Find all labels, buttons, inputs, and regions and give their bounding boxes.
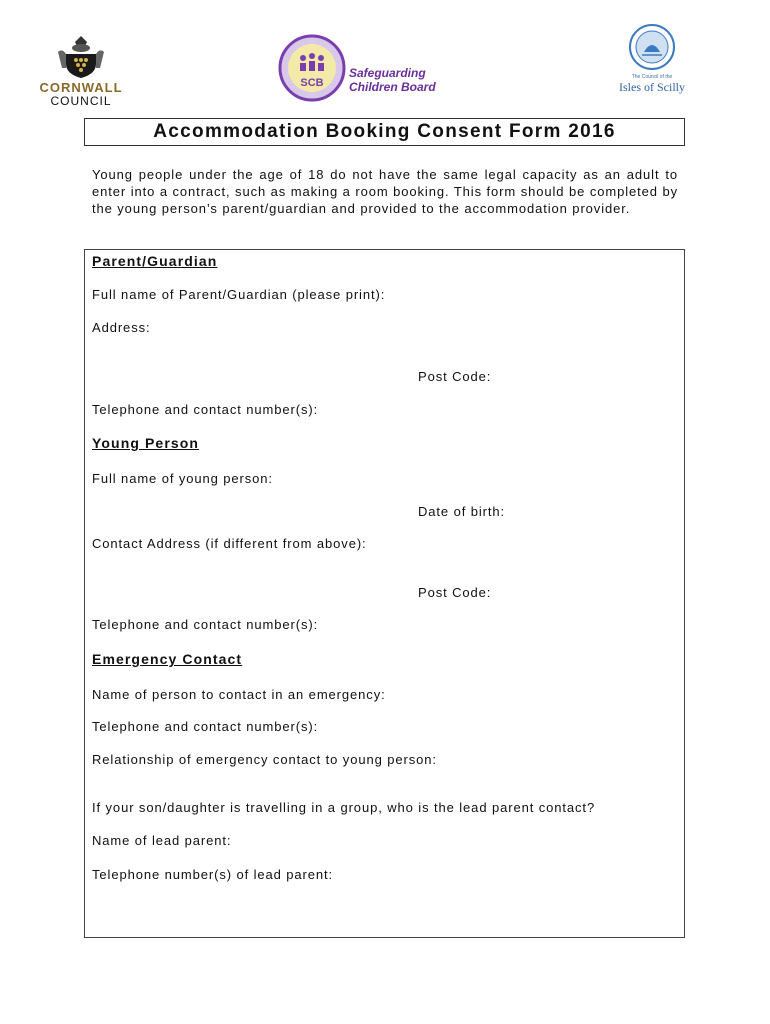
- emergency-contact-heading: Emergency Contact: [92, 651, 243, 667]
- young-person-heading: Young Person: [92, 435, 200, 451]
- scilly-caption: The Council of the: [631, 74, 673, 80]
- group-lead-question: If your son/daughter is travelling in a group, who is the lead parent contact?: [92, 800, 596, 815]
- emergency-telephone-field[interactable]: Telephone and contact number(s):: [92, 719, 319, 734]
- parent-address-field[interactable]: Address:: [92, 320, 151, 335]
- cornwall-council-logo: [34, 34, 128, 114]
- emergency-name-field[interactable]: Name of person to contact in an emergency:: [92, 687, 386, 702]
- scilly-wordmark: Isles of Scilly: [619, 80, 685, 94]
- scb-name: [349, 66, 436, 94]
- scilly-seal-icon: [628, 22, 676, 72]
- parent-post-code-field[interactable]: Post Code:: [418, 369, 492, 384]
- lead-parent-name-field[interactable]: Name of lead parent:: [92, 833, 232, 848]
- scb-emblem-icon: [276, 34, 348, 102]
- cornwall-crest-icon: [56, 34, 106, 80]
- safeguarding-children-board-logo: [276, 34, 456, 104]
- young-person-full-name-field[interactable]: Full name of young person:: [92, 471, 273, 486]
- young-person-telephone-field[interactable]: Telephone and contact number(s):: [92, 617, 319, 632]
- scb-monogram: SCB: [300, 77, 324, 89]
- form-title: Accommodation Booking Consent Form 2016: [84, 118, 685, 146]
- young-person-contact-address-field[interactable]: Contact Address (if different from above):: [92, 536, 367, 551]
- lead-parent-telephone-field[interactable]: Telephone number(s) of lead parent:: [92, 867, 334, 882]
- isles-of-scilly-logo: [612, 22, 692, 98]
- scb-line-1: Safeguarding: [349, 66, 426, 80]
- intro-paragraph: Young people under the age of 18 do not have the same legal capacity as an adult to enter into a contract, such as making a room booking. This form should be completed by the young person’s parent/guardian and provided to the accommodation provider.: [92, 167, 678, 216]
- young-person-post-code-field[interactable]: Post Code:: [418, 585, 492, 600]
- scb-line-2: Children Board: [349, 80, 436, 94]
- council-wordmark: COUNCIL: [50, 94, 112, 108]
- parent-full-name-field[interactable]: Full name of Parent/Guardian (please print):: [92, 287, 386, 302]
- cornwall-wordmark: CORNWALL: [39, 80, 123, 95]
- parent-guardian-heading: Parent/Guardian: [92, 253, 218, 269]
- emergency-relationship-field[interactable]: Relationship of emergency contact to young person:: [92, 752, 437, 767]
- parent-telephone-field[interactable]: Telephone and contact number(s):: [92, 402, 319, 417]
- young-person-dob-field[interactable]: Date of birth:: [418, 504, 506, 519]
